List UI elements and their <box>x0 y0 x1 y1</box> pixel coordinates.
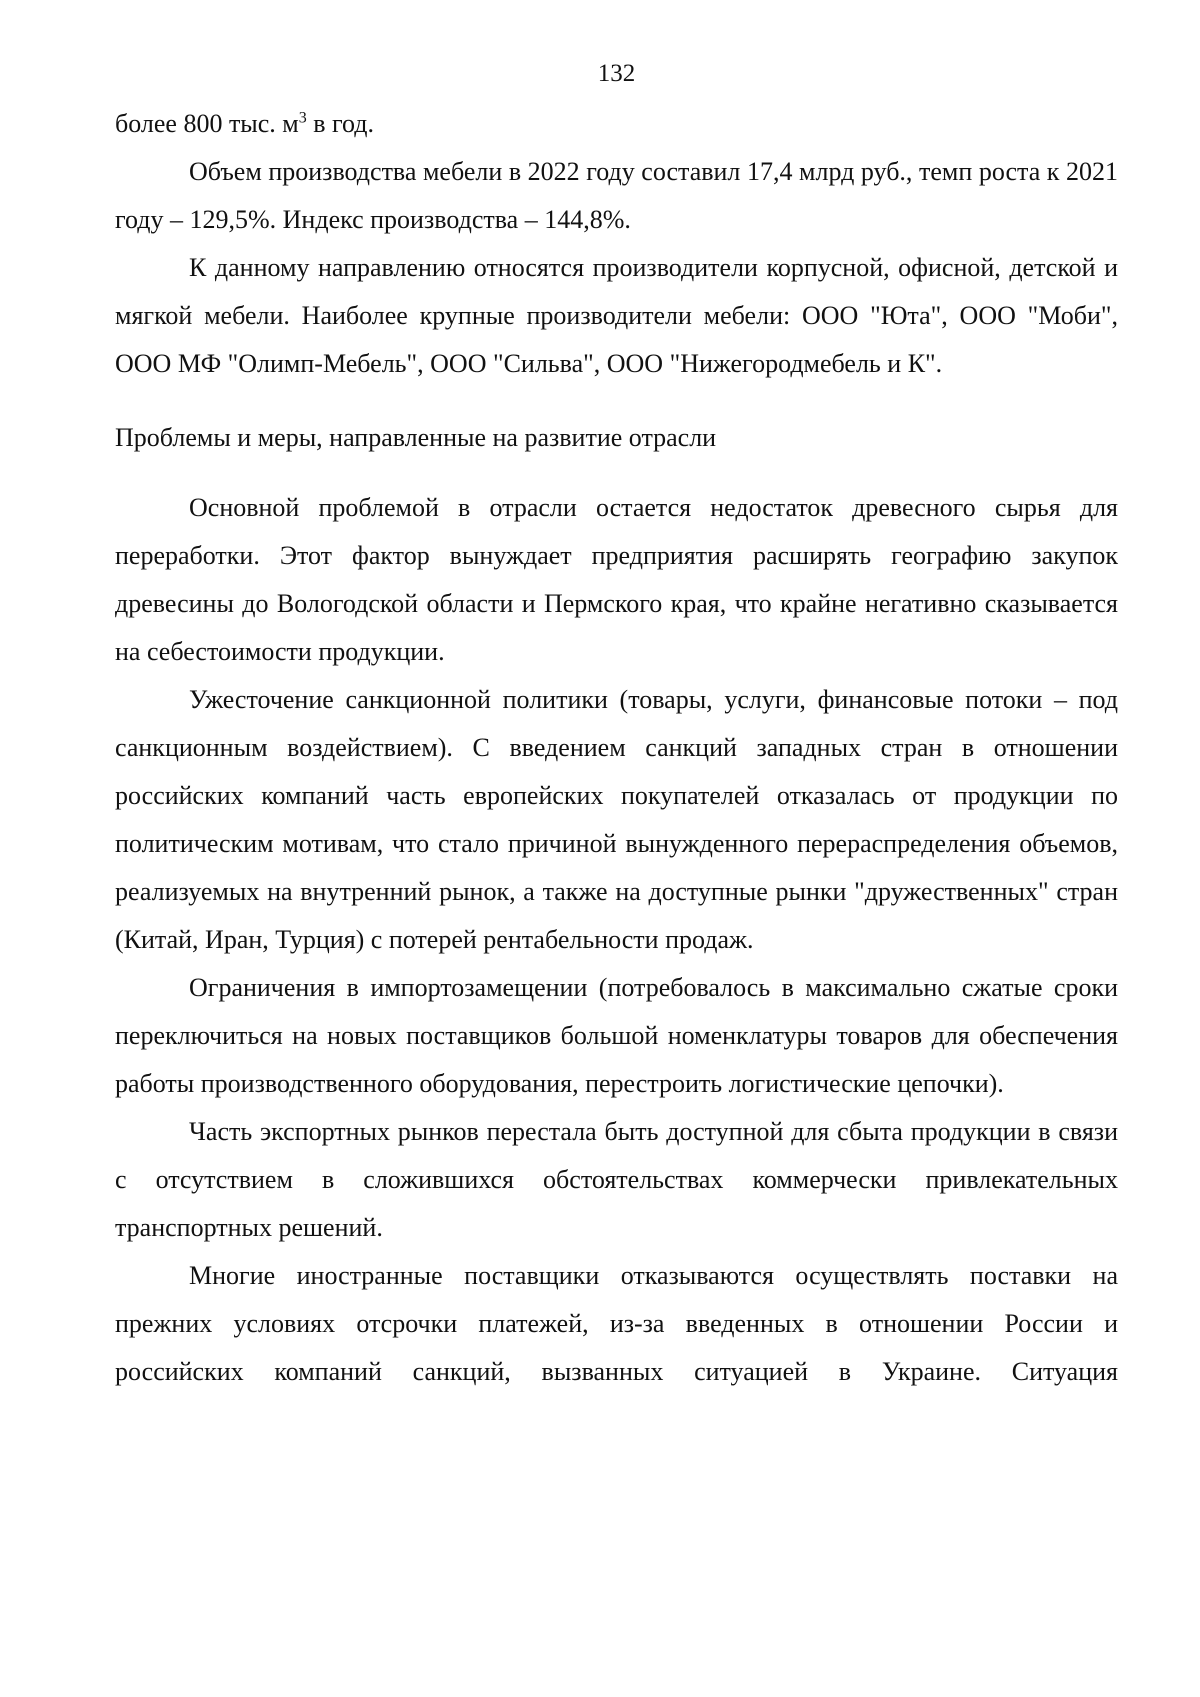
section-heading: Проблемы и меры, направленные на развитие отрасли <box>115 423 717 452</box>
paragraph-foreign-suppliers: Многие иностранные поставщики отказываются осуществлять поставки на прежних условиях отсрочки платежей, из-за введенных в отношении России и российских компаний санкций, вызванных ситуацией в Украине. Ситуация <box>115 1261 1118 1386</box>
paragraph-raw-material-shortage: Основной проблемой в отрасли остается недостаток древесного сырья для переработки. Этот фактор вынуждает предприятия расширять географию закупок древесины до Вологодской области и Пермского края, что крайне негативно сказывается на себестоимости продукции. <box>115 493 1118 666</box>
paragraph-continuation <box>115 100 1118 148</box>
paragraph-export-markets: Часть экспортных рынков перестала быть доступной для сбыта продукции в связи с отсутствием в сложившихся обстоятельствах коммерчески привлекательных транспортных решений. <box>115 1117 1118 1242</box>
page-number: 132 <box>597 60 636 87</box>
paragraph-sanctions-policy: Ужесточение санкционной политики (товары, услуги, финансовые потоки – под санкционным воздействием). С введением санкций западных стран в отношении российских компаний часть европейских покупателей отказалась от продукции по политическим мотивам, что стало причиной вынужденного перераспределения объемов, реализуемых на внутренний рынок, а также на доступные рынки "дружественных" стран (Китай, Иран, Турция) с потерей рентабельности продаж. <box>115 685 1118 954</box>
cubic-superscript: 3 <box>298 109 307 127</box>
paragraph-import-substitution: Ограничения в импортозамещении (потребовалось в максимально сжатые сроки переключиться на новых поставщиков большой номенклатуры товаров для обеспечения работы производственного оборудования, перестроить логистические цепочки). <box>115 973 1118 1098</box>
paragraph-continuation-text: более 800 тыс. м <box>115 109 299 138</box>
paragraph-furniture-producers: К данному направлению относятся производители корпусной, офисной, детской и мягкой мебели. Наиболее крупные производители мебели: ООО "Юта", ООО "Моби", ООО МФ "Олимп-Мебель", ООО "Сильва", ООО "Нижегородмебель и К". <box>115 253 1118 378</box>
paragraph-furniture-volume: Объем производства мебели в 2022 году составил 17,4 млрд руб., темп роста к 2021 году – 129,5%. Индекс производства – 144,8%. <box>115 157 1118 234</box>
paragraph-continuation-tail: в год. <box>306 109 375 138</box>
document-body <box>115 100 1118 1396</box>
